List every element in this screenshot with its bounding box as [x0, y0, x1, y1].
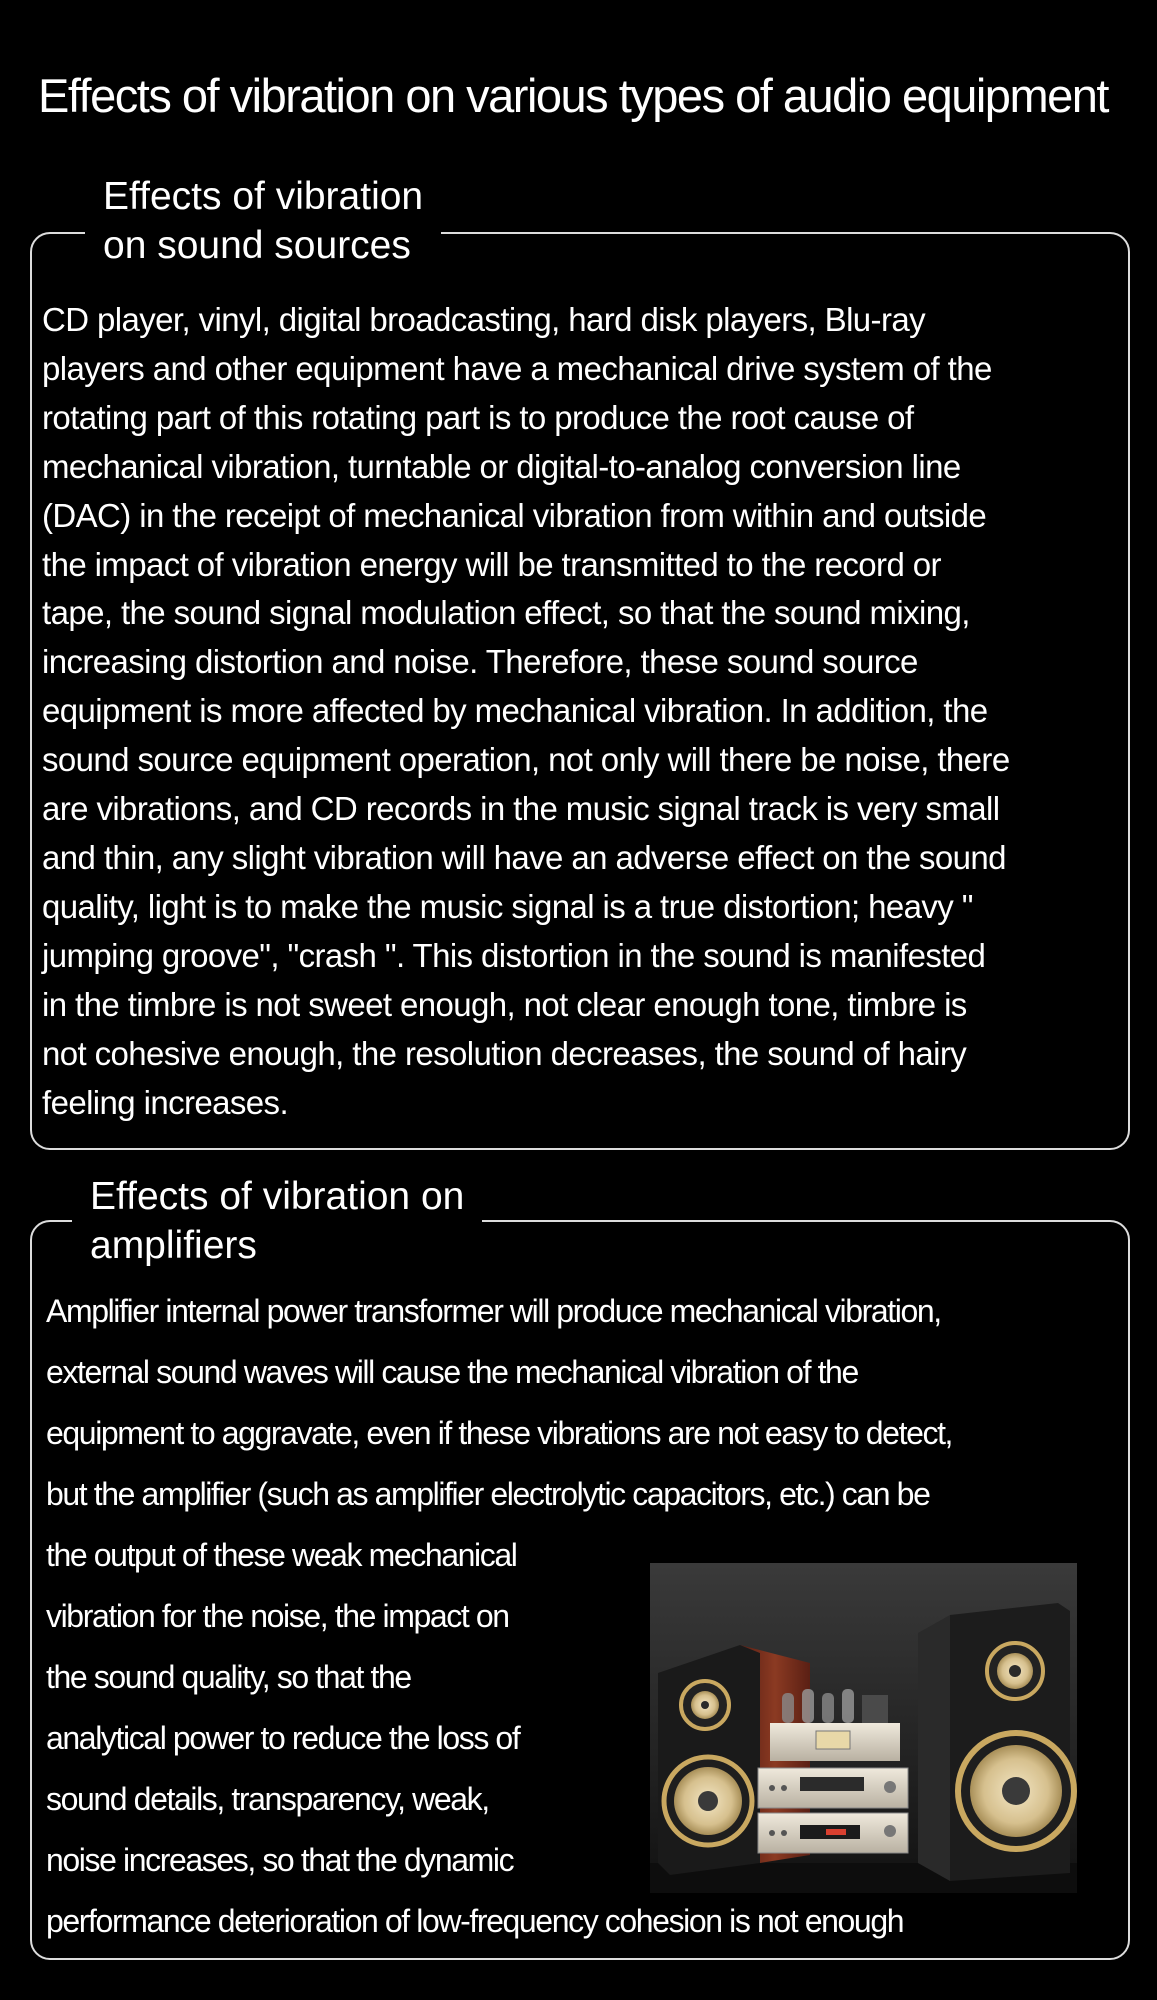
sound-sources-heading: Effects of vibration on sound sources: [85, 172, 441, 270]
speaker-system-photo: [650, 1563, 1077, 1893]
sound-sources-paragraph: CD player, vinyl, digital broadcasting, hard disk players, Blu-ray players and other equipment have a mechanical drive system of the rotating part of this rotating part is to produce the root cause of mechanical vibration, turntable or digital-to-analog conversion line (DAC) in the receipt of mechanical vibration from within and outside the impact of vibration energy will be transmitted to the record or tape, the sound signal modulation effect, so that the sound mixing, increasing distortion and noise. Therefore, these sound source equipment is more affected by mechanical vibration. In addition, the sound source equipment operation, not only will there be noise, there are vibrations, and CD records in the music signal track is very small and thin, any slight vibration will have an adverse effect on the sound quality, light is to make the music signal is a true distortion; heavy " jumping groove", "crash ". This distortion in the sound is manifested in the timbre is not sweet enough, not clear enough tone, timbre is not cohesive enough, the resolution decreases, the sound of hairy feeling increases.: [42, 301, 1010, 1121]
amplifiers-paragraph-top: Amplifier internal power transformer will produce mechanical vibration, external sound waves will cause the mechanical vibration of the equipment to aggravate, even if these vibrations are not easy to detect, but the amplifier (such as amplifier electrolytic capacitors, etc.) can be: [46, 1293, 953, 1512]
amplifiers-paragraph-left: the output of these weak mechanical vibration for the noise, the impact on the sound quality, so that the analytical power to reduce the loss of sound details, transparency, weak, noise increases, so that the dynamic: [46, 1537, 520, 1878]
amplifiers-paragraph-bottom: performance deterioration of low-frequency cohesion is not enough: [46, 1903, 904, 1939]
amplifiers-heading: Effects of vibration on amplifiers: [72, 1172, 482, 1270]
page-title: Effects of vibration on various types of audio equipment: [38, 69, 1108, 122]
